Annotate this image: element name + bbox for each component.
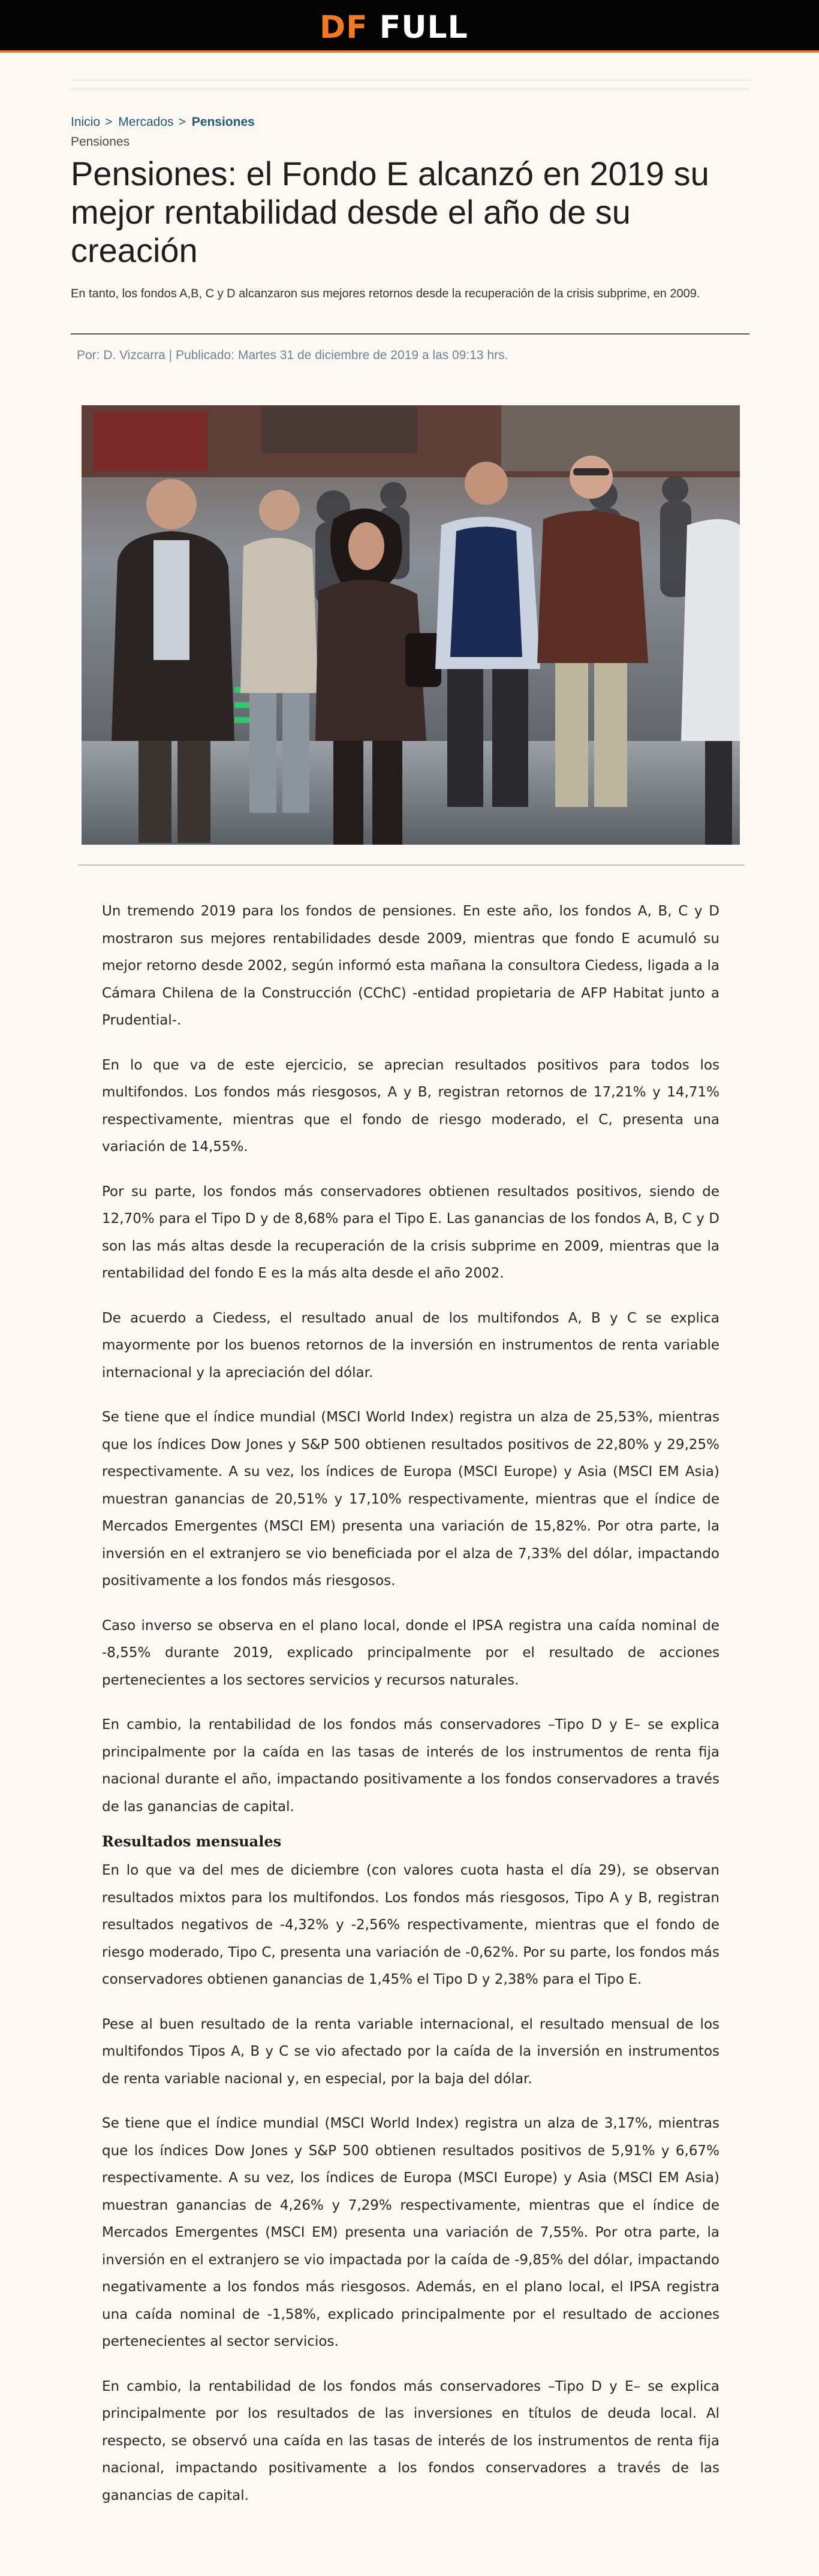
top-bar: [0, 0, 819, 53]
divider: [78, 864, 745, 866]
street-crowd-photo: [82, 405, 740, 845]
article-paragraph: Pese al buen resultado de la renta variable internacional, el resultado mensual de los multifondos Tipos A, B y C se vio afectado por la caída de la inversión en instrumentos de renta variable nacional y, en especial, por la baja del dólar.: [102, 2016, 719, 2087]
breadcrumb-inicio[interactable]: Inicio: [71, 115, 101, 129]
breadcrumb: [71, 115, 255, 129]
article-paragraph: Caso inverso se observa en el plano local, donde el IPSA registra una caída nominal de -8,55% durante 2019, explicado principalmente por el resultado de acciones pertenecientes a los sectores servicios y recursos naturales.: [102, 1617, 719, 1688]
article-title: Pensiones: el Fondo E alcanzó en 2019 su mejor rentabilidad desde el año de su creación: [71, 155, 709, 269]
breadcrumb-pensiones[interactable]: Pensiones: [191, 115, 255, 129]
article-paragraph: Se tiene que el índice mundial (MSCI World Index) registra un alza de 25,53%, mientras que los índices Dow Jones y S&P 500 obtienen resultados positivos de 22,80% y 29,25% respectivamente. A su vez, los índices de Europa (MSCI Europe) y Asia (MSCI EM Asia) muestran ganancias de 20,51% y 17,10% respectivamente, mientras que el índice de Mercados Emergentes (MSCI EM) presenta una variación de 15,82%. Por otra parte, la inversión en el extranjero se vio beneficiada por el alza de 7,33% del dólar, impactando positivamente a los fondos más riesgosos.: [102, 1409, 719, 1589]
breadcrumb-mercados[interactable]: Mercados: [118, 115, 174, 129]
article-paragraph: En lo que va del mes de diciembre (con valores cuota hasta el día 29), se observan resultados mixtos para los multifondos. Los fondos más riesgosos, Tipo A y B, registran resultados negativos de -4,32% y -2,56% respectivamente, mientras que el fondo de riesgo moderado, Tipo C, presenta una variación de -0,62%. Por su parte, los fondos más conservadores obtienen ganancias de 1,45% el Tipo D y 2,38% para el Tipo E.: [102, 1863, 719, 1987]
article-subheading: Resultados mensuales: [102, 1833, 282, 1850]
df-full-logo[interactable]: [320, 11, 468, 44]
divider: [71, 333, 749, 335]
article-paragraph: En cambio, la rentabilidad de los fondos más conservadores –Tipo D y E– se explica principalmente por los resultados de las inversiones en títulos de deuda local. Al respecto, se observó una caída en las tasas de interés de los instrumentos de renta fija nacional, impactando positivamente a los fondos conservadores a través de las ganancias de capital.: [102, 2378, 719, 2503]
article-byline: Por: D. Vizcarra | Publicado: Martes 31 de diciembre de 2019 a las 09:13 hrs.: [77, 348, 508, 362]
article-dek: En tanto, los fondos A,B, C y D alcanzaron sus mejores retornos desde la recuperación de la crisis subprime, en 2009.: [71, 287, 700, 300]
article-paragraph: De acuerdo a Ciedess, el resultado anual de los multifondos A, B y C se explica mayormente por los buenos retornos de la inversión en instrumentos de renta variable internacional y la apreciación del dólar.: [102, 1310, 719, 1381]
logo-full: FULL: [379, 10, 468, 46]
article-body: [102, 898, 719, 2527]
section-label: Pensiones: [71, 135, 130, 149]
logo-df: DF: [320, 10, 368, 46]
breadcrumb-separator: >: [178, 115, 186, 129]
article-paragraph: Un tremendo 2019 para los fondos de pensiones. En este año, los fondos A, B, C y D mostraron sus mejores rentabilidades desde 2009, mientras que fondo E acumuló su mejor retorno desde 2002, según informó esta mañana la consultora Ciedess, ligada a la Cámara Chilena de la Construcción (CChC) -entidad propietaria de AFP Habitat junto a Prudential-.: [102, 903, 719, 1028]
article-paragraph: Por su parte, los fondos más conservadores obtienen resultados positivos, siendo de 12,70% para el Tipo D y de 8,68% para el Tipo E. Las ganancias de los fondos A, B, C y D son las más altas desde la recuperación de la crisis subprime en 2009, mientras que la rentabilidad del fondo E es la más alta desde el año 2002.: [102, 1183, 719, 1281]
article-photo: [82, 405, 740, 845]
breadcrumb-separator: >: [105, 115, 113, 129]
article-paragraph: En cambio, la rentabilidad de los fondos más conservadores –Tipo D y E– se explica principalmente por la caída en las tasas de interés de los instrumentos de renta fija nacional durante el año, impactando positivamente a los fondos conservadores a través de las ganancias de capital.: [102, 1717, 719, 1815]
article-paragraph: En lo que va de este ejercicio, se aprecian resultados positivos para todos los multifondos. Los fondos más riesgosos, A y B, registran retornos de 17,21% y 14,71% respectivamente, mientras que el fondo de riesgo moderado, el C, presenta una variación de 14,55%.: [102, 1057, 719, 1155]
article-paragraph: Se tiene que el índice mundial (MSCI World Index) registra un alza de 3,17%, mientras que los índices Dow Jones y S&P 500 obtienen resultados positivos de 5,91% y 6,67% respectivamente. A su vez, los índices de Europa (MSCI Europe) y Asia (MSCI EM Asia) muestran ganancias de 4,26% y 7,29% respectivamente, mientras que el índice de Mercados Emergentes (MSCI EM) presenta una variación de 7,55%. Por otra parte, la inversión en el extranjero se vio impactada por la caída de -9,85% del dólar, impactando negativamente a los fondos más riesgosos. Además, en el plano local, el IPSA registra una caída nominal de -1,58%, explicado principalmente por el resultado de acciones pertenecientes al sector servicios.: [102, 2116, 719, 2349]
